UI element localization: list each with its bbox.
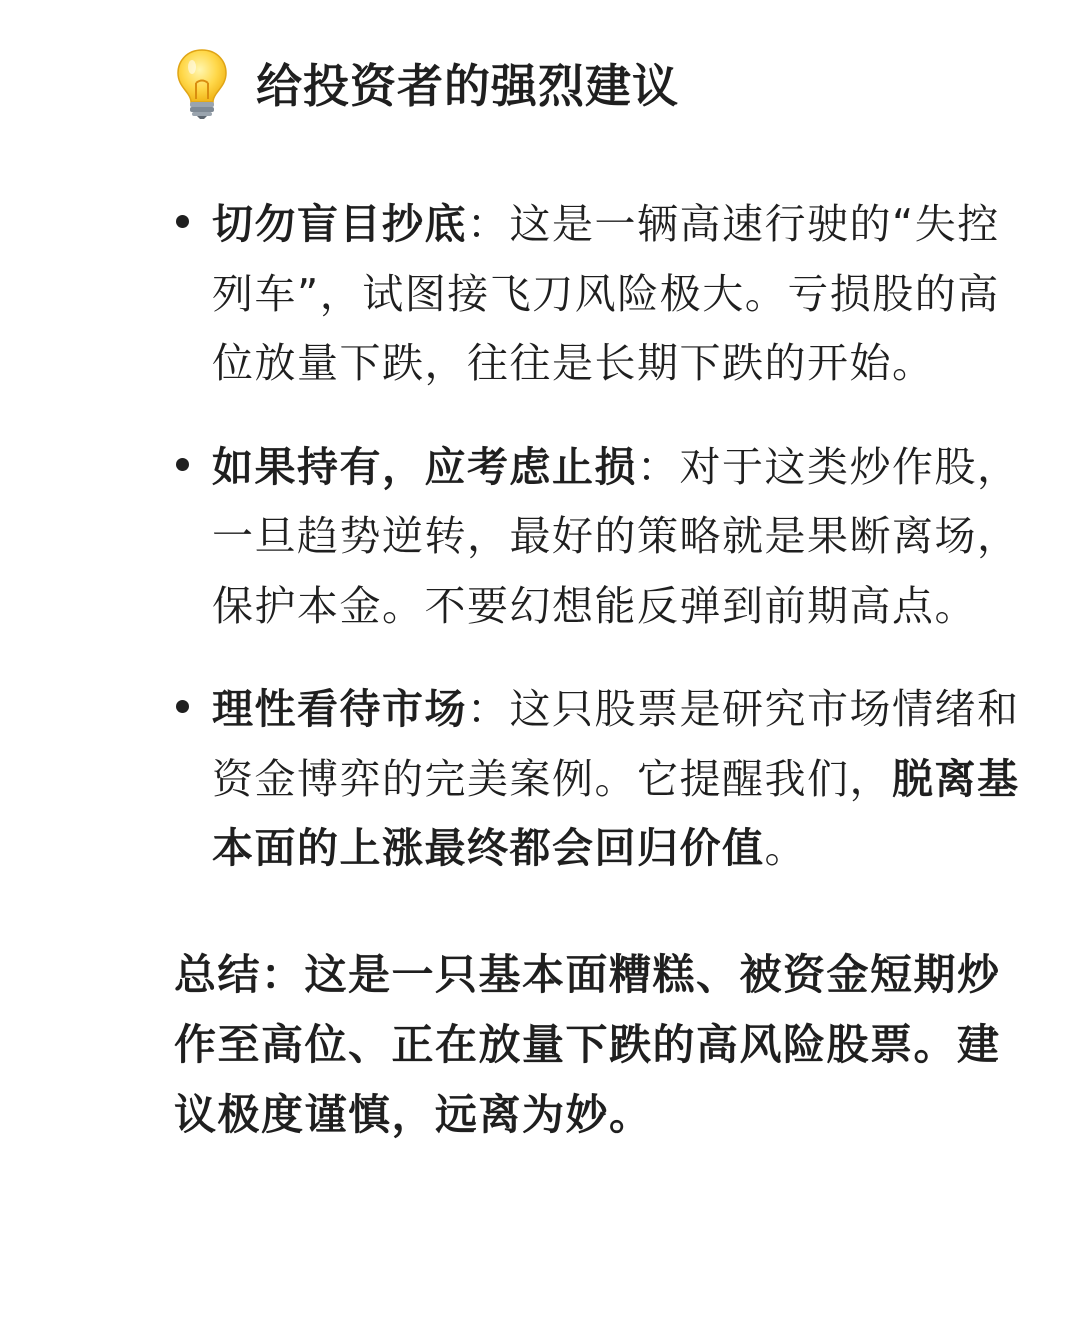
bullet-title: 如果持有，应考虑止损 [212, 442, 637, 491]
bullet-separator: ： [467, 200, 510, 248]
bullet-dot [176, 215, 189, 228]
advice-list [174, 190, 1044, 884]
bullet-end: 。 [764, 824, 807, 872]
light-bulb-icon [174, 47, 230, 119]
bullet-emphasis: 脱离基本面的上涨最终都会回归价值 [212, 754, 1020, 872]
main-content [174, 40, 1044, 1150]
bullet-dot [176, 458, 189, 471]
bullet-title: 理性看待市场 [212, 685, 467, 733]
list-item [174, 433, 1042, 642]
summary-paragraph: 总结：这是一只基本面糟糕、被资金短期炒作至高位、正在放量下跌的高风险股票。建议极度谨慎，远离为妙。 [174, 949, 1001, 1139]
bullet-separator: ： [467, 685, 510, 733]
bullet-body: 这只股票是研究市场情绪和资金博弈的完美案例。它提醒我们， [212, 685, 1020, 803]
bullet-body: 对于这类炒作股，一旦趋势逆转，最好的策略就是果断离场，保护本金。不要幻想能反弹到前期高点。 [212, 442, 1020, 630]
bullet-separator: ： [637, 442, 680, 491]
list-item [174, 675, 1042, 884]
list-item [174, 190, 1042, 399]
bullet-dot [176, 700, 189, 713]
section-heading [174, 40, 1044, 126]
heading-title: 给投资者的强烈建议 [256, 59, 679, 113]
bullet-body: 这是一辆高速行驶的“失控列车”，试图接飞刀风险极大。亏损股的高位放量下跌，往往是长期下跌的开始。 [212, 200, 1000, 387]
bullet-title: 切勿盲目抄底 [212, 200, 467, 248]
